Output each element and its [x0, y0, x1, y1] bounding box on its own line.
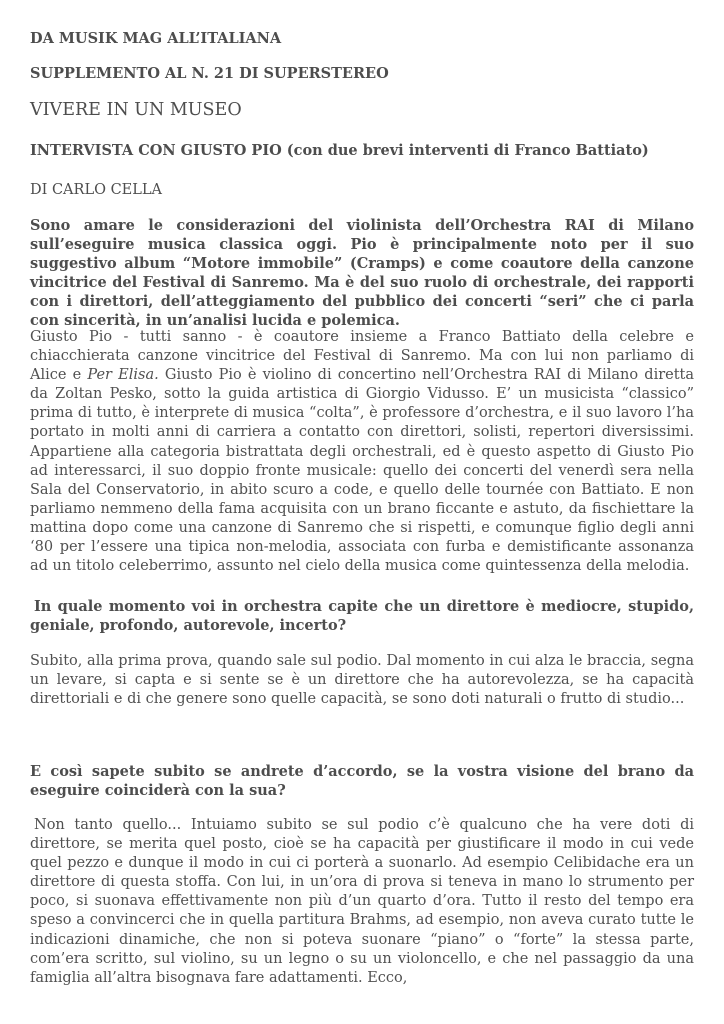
header-supplement: SUPPLEMENTO AL N. 21 DI SUPERSTEREO	[30, 65, 389, 82]
answer-1: Subito, alla prima prova, quando sale sul podio. Dal momento in cui alza le braccia, segna un levare, si capta e si sente se è un direttore che ha autorevolezza, se ha capacità direttoriali e di che genere sono quelle capacità, se sono doti naturali o frutto di studio...	[30, 653, 694, 708]
article-intro	[30, 328, 694, 576]
article-title: VIVERE IN UN MUSEO	[30, 100, 242, 120]
article-lead: Sono amare le considerazioni del violinista dell’Orchestra RAI di Milano sull’eseguire musica classica oggi. Pio è principalmente noto per il suo suggestivo album “Motore immobile” (Cramps) e come coautore della canzone vincitrice del Festival di Sanremo. Ma è del suo ruolo di orchestrale, dei rapporti con i direttori, dell’atteggiamento del pubblico dei concerti “seri” che ci parla con sincerità, in un’analisi lucida e polemica.	[30, 217, 694, 329]
article-subtitle: INTERVISTA CON GIUSTO PIO (con due brevi interventi di Franco Battiato)	[30, 142, 649, 159]
question-2: E così sapete subito se andrete d’accordo, se la vostra visione del brano da eseguire coinciderà con la sua?	[30, 763, 694, 800]
intro-text-1: Giusto Pio - tutti sanno - è coautore insieme a Franco Battiato della celebre e chiacchierata canzone vincitrice del Festival di Sanremo. Ma con lui non parliamo di Alice e	[30, 329, 694, 384]
intro-text-2: Giusto Pio è violino di concertino nell’Orchestra RAI di Milano diretta da Zoltan Pesko, sotto la guida artistica di Giorgio Vidusso. E’ un musicista “classico” prima di tutto, è interprete di musica “colta”, è professore d’orchestra, e il suo lavoro l’ha portato in molti anni di carriera a contatto con direttori, solisti, repertori diversissimi. Appartiene alla categoria bistrattata degli orchestrali, ed è questo aspetto di Giusto Pio ad interessarci, il suo doppio fronte musicale: quello dei concerti del venerdì sera nella Sala del Conservatorio, in abito scuro a code, e quello delle tournée con Battiato. E non parliamo nemmeno della fama acquisita con un brano ficcante e astuto, da fischiettare la mattina dopo come una canzone di Sanremo che si rispetti, e comunque figlio degli anni ‘80 per l’essere una tipica non-melodia, associata con furba e demistificante assonanza ad un titolo celeberrimo, assunto nel cielo della musica come quintessenza della melodia.	[30, 367, 695, 575]
header-source: DA MUSIK MAG ALL’ITALIANA	[30, 30, 282, 47]
question-1: In quale momento voi in orchestra capite che un direttore è mediocre, stupido, geniale, profondo, autorevole, incerto?	[30, 598, 694, 635]
answer-2: Non tanto quello... Intuiamo subito se sul podio c’è qualcuno che ha vere doti di direttore, se merita quel posto, cioè se ha capacità per giustificare il modo in cui vede quel pezzo e dunque il modo in cui ci porterà a suonarlo. Ad esempio Celibidache era un direttore di questa stoffa. Con lui, in un’ora di prova si teneva in mano lo strumento per poco, si suonava effettivamente non più d’un quarto d’ora. Tutto il resto del tempo era speso a convincerci che in quella partitura Brahms, ad esempio, non aveva curato tutte le indicazioni dinamiche, che non si poteva suonare “piano” o “forte” la stessa parte, com’era scritto, sul violino, su un legno o su un violoncello, e che nel passaggio da una famiglia all’altra bisognava fare adattamenti. Ecco,	[30, 817, 694, 986]
intro-italic-title: Per Elisa.	[87, 367, 159, 384]
article-byline: DI CARLO CELLA	[30, 182, 162, 198]
